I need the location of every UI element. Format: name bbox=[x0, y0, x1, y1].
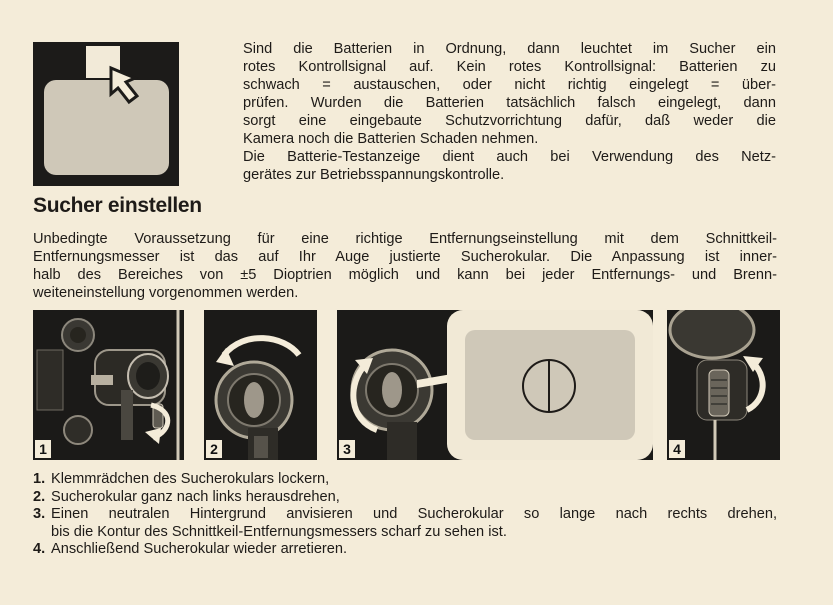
step-text: Einen neutralen Hintergrund anvisieren und Sucherokular so lange nach rechts drehen, bbox=[51, 506, 777, 522]
text-line: halb des Bereiches von ±5 Dioptrien möglich und kann bei jeder Entfernungs- und Brenn- bbox=[33, 267, 777, 283]
text-line: Kamera noch die Batterien Schaden nehmen. bbox=[243, 131, 539, 147]
figure-number: 3 bbox=[339, 440, 355, 458]
text-line: Unbedingte Voraussetzung für eine richtige Entfernungseinstellung mit dem Schnittkeil- bbox=[33, 231, 777, 247]
text-line: schwach = austauschen, oder nicht richtig eingelegt = über- bbox=[243, 77, 776, 93]
figure-1-camera-photo bbox=[33, 310, 184, 460]
figure-3-camera-photo bbox=[337, 310, 653, 460]
step-item bbox=[33, 489, 777, 507]
step-text: Klemmrädchen des Sucherokulars lockern, bbox=[51, 471, 330, 487]
text-line: gerätes zur Betriebsspannungskontrolle. bbox=[243, 167, 505, 183]
figure-4-camera-photo bbox=[667, 310, 780, 460]
instruction-steps-list bbox=[33, 471, 777, 559]
step-number: 2. bbox=[33, 488, 46, 505]
text-line: rotes Kontrollsignal auf. Kein rotes Kontrollsignal: Batterien zu bbox=[243, 59, 776, 75]
text-line: sorgt eine eingebaute Schutzvorrichtung dafür, daß weder die bbox=[243, 113, 776, 129]
step-text: Sucherokular ganz nach links herausdrehen, bbox=[51, 488, 340, 505]
figure-number: 2 bbox=[206, 440, 222, 458]
step-number: 4. bbox=[33, 541, 46, 557]
text-line: Sind die Batterien in Ordnung, dann leuchtet im Sucher ein bbox=[243, 41, 776, 57]
step-item bbox=[33, 506, 777, 541]
section-heading: Sucher einstellen bbox=[33, 194, 202, 217]
figure-2-camera-photo bbox=[204, 310, 317, 460]
figure-number: 1 bbox=[35, 440, 51, 458]
pointer-arrow-icon bbox=[105, 64, 153, 108]
intro-paragraph bbox=[33, 230, 777, 302]
step-item bbox=[33, 541, 777, 559]
text-line: prüfen. Wurden die Batterien tatsächlich falsch eingelegt, dann bbox=[243, 95, 776, 111]
viewfinder-battery-illustration bbox=[33, 42, 179, 186]
step-number: 3. bbox=[33, 506, 46, 522]
step-text: Anschließend Sucherokular wieder arretieren. bbox=[51, 541, 348, 557]
figure-number: 4 bbox=[669, 440, 685, 458]
text-line: Entfernungsmesser ist das auf Ihr Auge justierte Sucherokular. Die Anpassung ist inner- bbox=[33, 249, 777, 265]
text-line: weiteneinstellung vorgenommen werden. bbox=[33, 285, 299, 301]
step-item bbox=[33, 471, 777, 489]
step-text-continuation: bis die Kontur des Schnittkeil-Entfernungsmessers scharf zu sehen ist. bbox=[51, 523, 507, 540]
step-number: 1. bbox=[33, 471, 46, 487]
text-line: Die Batterie-Testanzeige dient auch bei Verwendung des Netz- bbox=[243, 149, 776, 165]
battery-explanation-paragraph bbox=[243, 40, 776, 184]
